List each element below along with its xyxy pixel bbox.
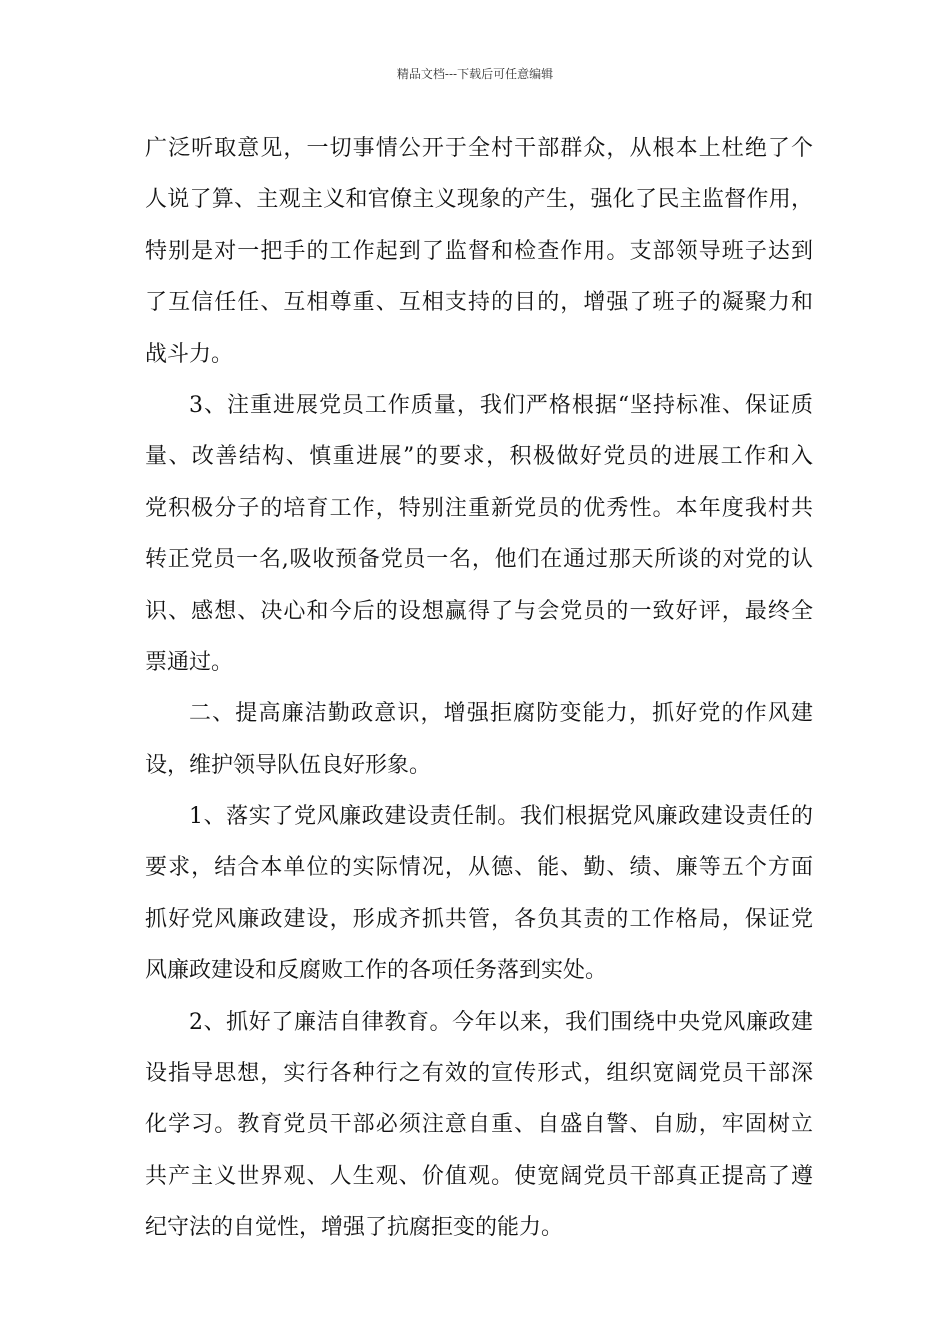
- text-line: 战斗力。: [145, 341, 234, 367]
- text-line: 二、提高廉洁勤政意识，增强拒腐防变能力，抓好党的作风建: [189, 701, 813, 727]
- text-line: 抓好党风廉政建设，形成齐抓共管，各负其责的工作格局，保证党: [145, 906, 813, 932]
- text-line: 了互信任任、互相尊重、互相支持的目的，增强了班子的凝聚力和: [145, 290, 813, 316]
- text-line: 党积极分子的培育工作，特别注重新党员的优秀性。本年度我村共: [145, 495, 813, 521]
- text-line: 2、抓好了廉洁自律教育。今年以来，我们围绕中央党风廉政建: [189, 1009, 813, 1035]
- text-line: 1、落实了党风廉政建设责任制。我们根据党风廉政建设责任的: [189, 804, 813, 830]
- text-line: 识、感想、决心和今后的设想赢得了与会党员的一致好评，最终全: [145, 598, 813, 624]
- text-line: 纪守法的自觉性，增强了抗腐拒变的能力。: [145, 1215, 564, 1241]
- document-body: [145, 123, 813, 1254]
- text-line: 票通过。: [145, 649, 234, 675]
- text-line: 共产主义世界观、人生观、价值观。使宽阔党员干部真正提高了遵: [145, 1163, 813, 1189]
- text-line: 设，维护领导队伍良好形象。: [145, 752, 432, 778]
- text-line: 特别是对一把手的工作起到了监督和检查作用。支部领导班子达到: [145, 238, 813, 264]
- text-line: 化学习。教育党员干部必须注意自重、自盛自警、自励，牢固树立: [145, 1112, 813, 1138]
- text-line: 设指导思想，实行各种行之有效的宣传形式，组织宽阔党员干部深: [145, 1061, 813, 1087]
- text-line: 人说了算、主观主义和官僚主义现象的产生，强化了民主监督作用，: [145, 187, 813, 213]
- text-line: 量、改善结构、慎重进展”的要求，积极做好党员的进展工作和入: [145, 444, 813, 470]
- page-header: 精品文档---下载后可任意编辑: [396, 67, 554, 81]
- text-line: 3、注重进展党员工作质量，我们严格根据“坚持标准、保证质: [189, 392, 813, 418]
- text-line: 转正党员一名,吸收预备党员一名，他们在通过那天所谈的对党的认: [145, 547, 813, 573]
- text-line: 广泛听取意见，一切事情公开于全村干部群众，从根本上杜绝了个: [145, 136, 813, 161]
- text-line: 要求，结合本单位的实际情况，从德、能、勤、绩、廉等五个方面: [145, 855, 813, 881]
- text-line: 风廉政建设和反腐败工作的各项任务落到实处。: [145, 958, 608, 984]
